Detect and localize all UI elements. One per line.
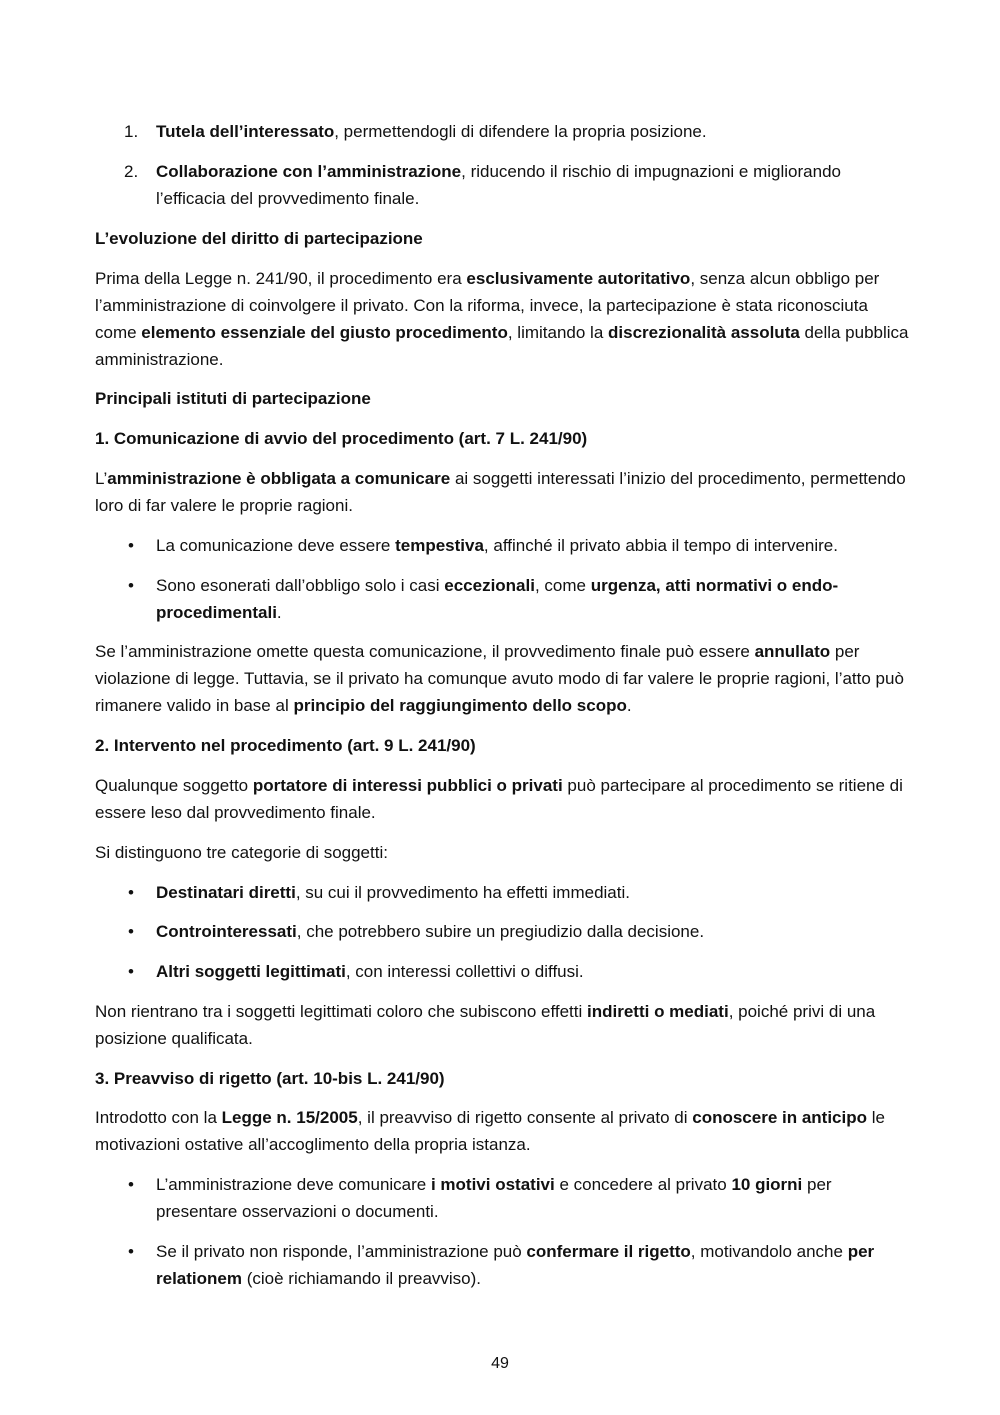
text: ai soggetti interessati l’inizio del procedimento, permettendo loro di far valere le proprie ragioni. [95, 469, 906, 515]
text: , su cui il provvedimento ha effetti immediati. [295, 883, 630, 902]
text: , poiché privi di una posizione qualificata. [95, 1002, 876, 1048]
text: può partecipare al procedimento se ritiene di essere leso dal provvedimento finale. [95, 776, 903, 822]
item-text: , permettendogli di difendere la propria posizione. [334, 122, 707, 141]
bold-text: per relationem [156, 1242, 875, 1288]
text: per presentare osservazioni o documenti. [156, 1175, 832, 1221]
bullet-item [156, 532, 906, 559]
bold-text: discrezionalità assoluta [608, 323, 800, 342]
bold-text: Collaborazione con l’amministrazione [156, 162, 462, 181]
subsection-heading: 3. Preavviso di rigetto (art. 10-bis L. 241/90) [95, 1069, 445, 1088]
bold-text: Tutela dell’interessato [156, 122, 335, 141]
bold-text: eccezionali [444, 576, 535, 595]
text: , con interessi collettivi o diffusi. [345, 962, 584, 981]
bullet-icon: • [128, 922, 134, 941]
bullet-item [156, 1171, 906, 1225]
text: Se il privato non risponde, l’amministrazione può [156, 1242, 527, 1261]
bold-text: confermare il rigetto [526, 1242, 691, 1261]
text: Qualunque soggetto [95, 776, 253, 795]
bold-text: portatore di interessi pubblici o privati [252, 776, 563, 795]
bullet-item [156, 572, 906, 626]
bold-text: indiretti o mediati [587, 1002, 729, 1021]
text: , senza alcun obbligo per l’amministrazione di coinvolgere il privato. Con la riforma, invece, la partecipazione è stata riconosciuta come [95, 269, 880, 342]
paragraph [95, 1104, 910, 1158]
paragraph [95, 465, 910, 519]
list-number: 2. [124, 162, 139, 181]
paragraph [95, 998, 910, 1052]
subsection-heading: 2. Intervento nel procedimento (art. 9 L. 241/90) [95, 736, 476, 755]
bold-text: i motivi ostativi [430, 1175, 555, 1194]
bold-text: 10 giorni [731, 1175, 803, 1194]
bold-text: Destinatari diretti [156, 883, 296, 902]
bold-text: urgenza, atti normativi o endo-procedimentali [156, 576, 839, 622]
text: . [276, 603, 282, 622]
page-number: 49 [491, 1355, 509, 1372]
paragraph [95, 638, 910, 719]
bold-text: Controinteressati [156, 922, 297, 941]
text: L’amministrazione deve comunicare [156, 1175, 431, 1194]
bold-text: conoscere in anticipo [692, 1108, 867, 1127]
bold-text: principio del raggiungimento dello scopo [293, 696, 627, 715]
text: Sono esonerati dall’obbligo solo i casi [156, 576, 445, 595]
bullet-item [156, 879, 906, 906]
bullet-icon: • [128, 962, 134, 981]
bold-text: esclusivamente autoritativo [466, 269, 691, 288]
bullet-item [156, 918, 906, 945]
bold-text: annullato [754, 642, 831, 661]
text: Se l’amministrazione omette questa comunicazione, il provvedimento finale può essere [95, 642, 755, 661]
list-number: 1. [124, 122, 139, 141]
text: , come [534, 576, 591, 595]
text: Prima della Legge n. 241/90, il procedimento era [95, 269, 467, 288]
bold-text: amministrazione è obbligata a comunicare [107, 469, 451, 488]
text: L’ [95, 469, 108, 488]
numbered-list-item [156, 158, 906, 212]
item-text: , riducendo il rischio di impugnazioni e migliorando l’efficacia del provvedimento finale. [156, 162, 841, 208]
bullet-item [156, 958, 906, 985]
text: per violazione di legge. Tuttavia, se il privato ha comunque avuto modo di far valere le proprie ragioni, l’atto può rimanere valido in base al [95, 642, 904, 715]
bold-text: elemento essenziale del giusto procedimento [141, 323, 508, 342]
bullet-icon: • [128, 576, 134, 595]
text: . [626, 696, 632, 715]
text: , che potrebbero subire un pregiudizio dalla decisione. [296, 922, 705, 941]
bullet-item [156, 1238, 906, 1292]
text: , affinché il privato abbia il tempo di intervenire. [483, 536, 838, 555]
section-heading: L’evoluzione del diritto di partecipazione [95, 229, 423, 248]
text: La comunicazione deve essere [156, 536, 396, 555]
text: Introdotto con la [95, 1108, 222, 1127]
section-heading: Principali istituti di partecipazione [95, 389, 371, 408]
bold-text: Legge n. 15/2005 [221, 1108, 358, 1127]
paragraph [95, 772, 910, 826]
bold-text: tempestiva [395, 536, 484, 555]
bullet-icon: • [128, 536, 134, 555]
numbered-list-item [156, 118, 906, 145]
text: della pubblica amministrazione. [95, 323, 909, 369]
text: e concedere al privato [554, 1175, 732, 1194]
subsection-heading: 1. Comunicazione di avvio del procedimento (art. 7 L. 241/90) [95, 429, 588, 448]
bullet-icon: • [128, 883, 134, 902]
bold-text: Altri soggetti legittimati [156, 962, 346, 981]
paragraph [95, 265, 910, 373]
text: Non rientrano tra i soggetti legittimati coloro che subiscono effetti [95, 1002, 588, 1021]
text: le motivazioni ostative all’accoglimento della propria istanza. [95, 1108, 885, 1154]
paragraph: Si distinguono tre categorie di soggetti: [95, 843, 388, 862]
text: , il preavviso di rigetto consente al privato di [357, 1108, 693, 1127]
text: (cioè richiamando il preavviso). [241, 1269, 482, 1288]
bullet-icon: • [128, 1175, 134, 1194]
bullet-icon: • [128, 1242, 134, 1261]
text: , limitando la [507, 323, 609, 342]
text: , motivandolo anche [690, 1242, 848, 1261]
